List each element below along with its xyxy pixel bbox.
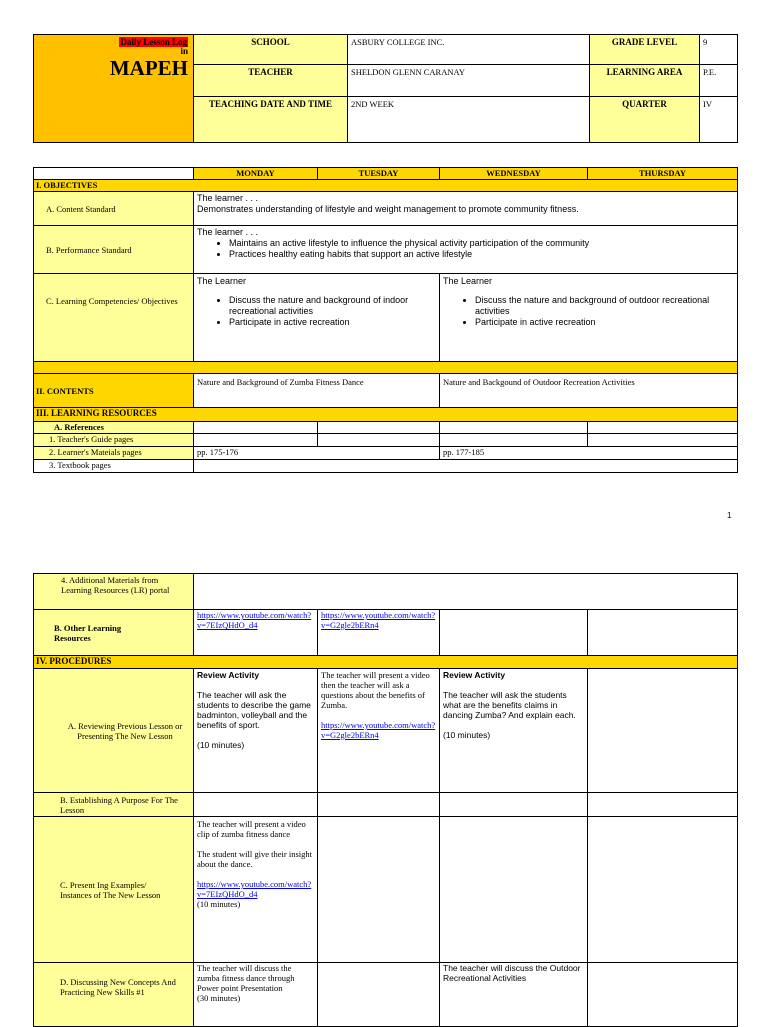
empty-cell bbox=[318, 817, 440, 963]
log-in: in bbox=[180, 46, 188, 56]
competencies-label bbox=[34, 274, 194, 362]
performance-item: • Practices healthy eating habits that support an active lifestyle bbox=[229, 249, 734, 260]
page-number: 1 bbox=[727, 511, 732, 520]
present-monday bbox=[194, 817, 318, 963]
spacer-band bbox=[34, 362, 738, 374]
other-resources-label: B. Other Learning Resources bbox=[34, 610, 194, 656]
empty-cell bbox=[588, 422, 738, 434]
procedures-heading: IV. PROCEDURES bbox=[34, 656, 738, 669]
review-mon-title: Review Activity bbox=[197, 670, 260, 680]
quarter-value: IV bbox=[700, 97, 738, 143]
link-tuesday[interactable]: https://www.youtube.com/watch?v=G2gle2bERn4 bbox=[321, 610, 436, 630]
grade-label: GRADE LEVEL bbox=[590, 35, 700, 65]
date-value: 2ND WEEK bbox=[348, 97, 590, 143]
content-line-1: The learner . . . bbox=[197, 193, 259, 203]
discuss-monday bbox=[194, 963, 318, 1027]
day-monday: MONDAY bbox=[194, 168, 318, 180]
empty-cell bbox=[588, 793, 738, 817]
competencies-text: C. Learning Competencies/ Objectives bbox=[46, 296, 178, 306]
subject-title: MAPEH bbox=[109, 56, 188, 80]
log-title: Daily Lesson Log bbox=[120, 37, 187, 47]
link-monday-cell bbox=[194, 610, 318, 656]
empty-cell bbox=[440, 817, 588, 963]
present-label: C. Present Ing Examples/ Instances of The New Lesson bbox=[34, 817, 194, 963]
link-tuesday-cell bbox=[318, 610, 440, 656]
review-wed-time: (10 minutes) bbox=[443, 730, 491, 740]
procedures-table bbox=[33, 573, 738, 1027]
learners-left: pp. 175-176 bbox=[194, 447, 440, 460]
school-label: SCHOOL bbox=[194, 35, 348, 65]
teacher-label: TEACHER bbox=[194, 65, 348, 97]
corner-cell bbox=[34, 168, 194, 180]
learners-right: pp. 177-185 bbox=[440, 447, 738, 460]
empty-cell bbox=[440, 422, 588, 434]
empty-cell bbox=[318, 422, 440, 434]
comp-right-title: The Learner bbox=[443, 276, 493, 286]
performance-standard-cell bbox=[194, 226, 738, 274]
empty-cell bbox=[588, 817, 738, 963]
area-value: P.E. bbox=[700, 65, 738, 97]
textbook-label: 3. Textbook pages bbox=[34, 460, 194, 473]
empty-cell bbox=[194, 793, 318, 817]
resources-heading: III. LEARNING RESOURCES bbox=[34, 408, 738, 422]
review-wed-body: The teacher will ask the students what are the benefits claims in dancing Zumba? And explain each. bbox=[443, 690, 576, 720]
comp-left-item: • Participate in active recreation bbox=[229, 317, 436, 328]
contents-heading: II. CONTENTS bbox=[34, 374, 194, 408]
references-label: A. References bbox=[34, 422, 194, 434]
present-mon-p1: The teacher will present a video clip of zumba fitness dance bbox=[197, 819, 306, 839]
performance-line-1: The learner . . . bbox=[197, 227, 259, 237]
objectives-table bbox=[33, 167, 738, 473]
empty-cell bbox=[588, 434, 738, 447]
area-label: LEARNING AREA bbox=[590, 65, 700, 97]
comp-right-item: • Participate in active recreation bbox=[475, 317, 734, 328]
teachers-guide-label: 1. Teacher's Guide pages bbox=[34, 434, 194, 447]
learners-materials-label: 2. Learner's Mateials pages bbox=[34, 447, 194, 460]
contents-left: Nature and Background of Zumba Fitness Dance bbox=[194, 374, 440, 408]
empty-cell bbox=[318, 793, 440, 817]
link-monday[interactable]: https://www.youtube.com/watch?v=7EIzQHdO_d4 bbox=[197, 610, 312, 630]
competencies-left bbox=[194, 274, 440, 362]
empty-cell bbox=[588, 669, 738, 793]
empty-cell bbox=[194, 574, 738, 610]
review-monday bbox=[194, 669, 318, 793]
day-tuesday: TUESDAY bbox=[318, 168, 440, 180]
empty-cell bbox=[194, 460, 738, 473]
review-tue-link[interactable]: https://www.youtube.com/watch?v=G2gle2bERn4 bbox=[321, 720, 436, 740]
objectives-heading: I. OBJECTIVES bbox=[34, 180, 738, 192]
discuss-wednesday: The teacher will discuss the Outdoor Recreational Activities bbox=[440, 963, 588, 1027]
title-cell bbox=[34, 35, 194, 143]
review-wed-title: Review Activity bbox=[443, 670, 506, 680]
content-standard-label: A. Content Standard bbox=[34, 192, 194, 226]
day-wednesday: WEDNESDAY bbox=[440, 168, 588, 180]
discuss-mon-time: (30 minutes) bbox=[197, 993, 241, 1003]
header-table bbox=[33, 34, 738, 143]
empty-cell bbox=[318, 963, 440, 1027]
grade-value: 9 bbox=[700, 35, 738, 65]
discuss-label: D. Discussing New Concepts And Practicing New Skills #1 bbox=[34, 963, 194, 1027]
performance-item: • Maintains an active lifestyle to influence the physical activity participation of the community bbox=[229, 238, 734, 249]
purpose-label: B. Establishing A Purpose For The Lesson bbox=[34, 793, 194, 817]
present-mon-time: (10 minutes) bbox=[197, 899, 241, 909]
present-mon-p2: The student will give their insight about the dance. bbox=[197, 849, 312, 869]
comp-right-item: • Discuss the nature and background of outdoor recreational activities bbox=[475, 295, 734, 317]
teacher-value: SHELDON GLENN CARANAY bbox=[348, 65, 590, 97]
review-tuesday bbox=[318, 669, 440, 793]
competencies-right bbox=[440, 274, 738, 362]
day-thursday: THURSDAY bbox=[588, 168, 738, 180]
date-label: TEACHING DATE AND TIME bbox=[194, 97, 348, 143]
review-tue-body: The teacher will present a video then the teacher will ask a questions about the benefits of Zumba. bbox=[321, 670, 430, 710]
quarter-label: QUARTER bbox=[590, 97, 700, 143]
empty-cell bbox=[318, 434, 440, 447]
additional-materials-label: 4. Additional Materials from Learning Resources (LR) portal bbox=[34, 574, 194, 610]
empty-cell bbox=[194, 434, 318, 447]
review-mon-body: The teacher will ask the students to describe the game badminton, volleyball and the benefits of sport. bbox=[197, 690, 311, 730]
review-label: A. Reviewing Previous Lesson or Presenting The New Lesson bbox=[34, 669, 194, 793]
empty-cell bbox=[588, 963, 738, 1027]
comp-left-title: The Learner bbox=[197, 276, 247, 286]
empty-cell bbox=[588, 610, 738, 656]
review-mon-time: (10 minutes) bbox=[197, 740, 245, 750]
empty-cell bbox=[440, 434, 588, 447]
school-value: ASBURY COLLEGE INC. bbox=[348, 35, 590, 65]
contents-right: Nature and Backgound of Outdoor Recreation Activities bbox=[440, 374, 738, 408]
empty-cell bbox=[194, 422, 318, 434]
review-wednesday bbox=[440, 669, 588, 793]
discuss-mon-body: The teacher will discuss the zumba fitness dance through Power point Presentation bbox=[197, 963, 295, 993]
performance-standard-label: B. Performance Standard bbox=[34, 226, 194, 274]
present-mon-link[interactable]: https://www.youtube.com/watch?v=7EIzQHdO_d4 bbox=[197, 879, 312, 899]
empty-cell bbox=[440, 793, 588, 817]
content-line-2: Demonstrates understanding of lifestyle and weight management to promote community fitness. bbox=[197, 204, 579, 214]
content-standard-cell bbox=[194, 192, 738, 226]
comp-left-item: • Discuss the nature and background of indoor recreational activities bbox=[229, 295, 436, 317]
empty-cell bbox=[440, 610, 588, 656]
